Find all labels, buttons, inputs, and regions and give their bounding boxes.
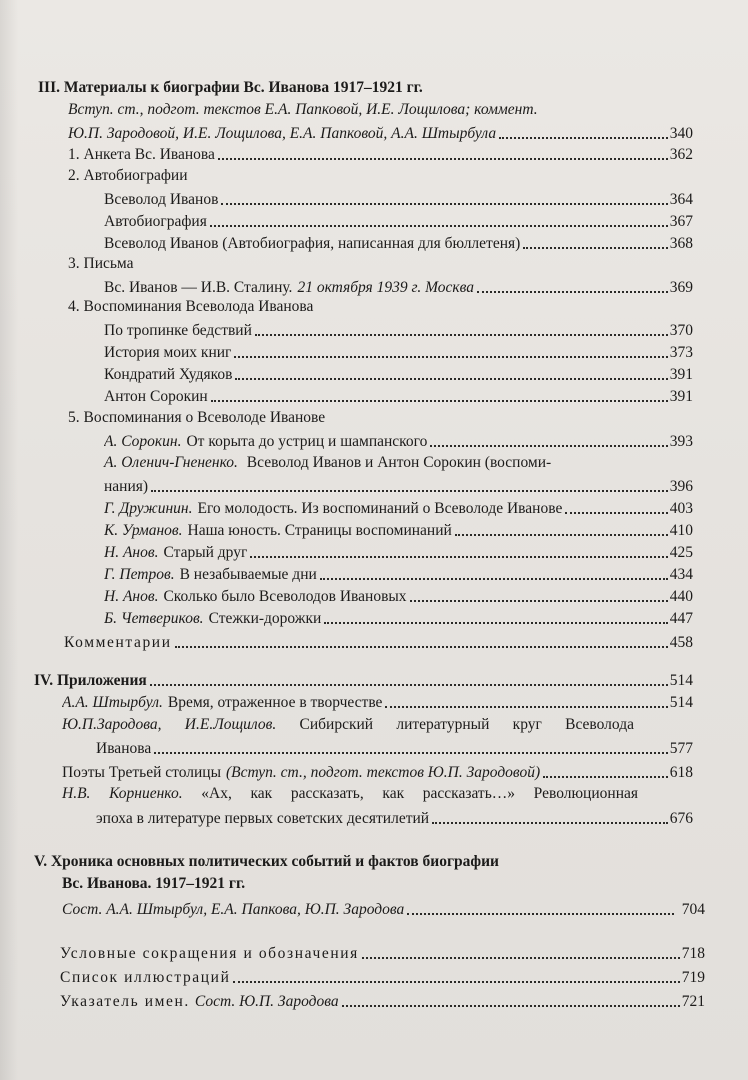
entry-title: Условные сокращения и обозначения	[60, 945, 359, 962]
page-number: 447	[669, 610, 693, 627]
dot-leader	[233, 981, 679, 983]
dot-leader	[324, 622, 667, 624]
toc-entry	[104, 363, 693, 385]
section-v-title-line2: Вс. Иванова. 1917–1921 гг.	[62, 875, 246, 892]
toc-entry	[104, 519, 693, 541]
page-number: 340	[669, 125, 693, 142]
toc-heading: 2. Автобиографии	[68, 167, 188, 184]
entry-title: В незабываемые дни	[179, 566, 317, 583]
entry-title: Автобиография	[104, 213, 207, 230]
toc-entry-line2	[96, 737, 693, 759]
entry-author: Г. Петров.	[104, 566, 175, 583]
dot-leader	[221, 203, 667, 205]
page-number: 367	[669, 213, 693, 230]
entry-title: Стежки-дорожки	[208, 610, 322, 627]
toc-entry	[60, 966, 705, 988]
entry-title-cont: эпоха в литературе первых советских десятилетий	[96, 810, 430, 827]
dot-leader	[211, 400, 668, 402]
entry-title-cont: нания)	[104, 478, 149, 495]
entry-author: К. Урманов.	[104, 522, 183, 539]
entry-title: Антон Сорокин	[104, 388, 208, 405]
page-number: 396	[669, 478, 693, 495]
entry-title: Время, отраженное в творчестве	[167, 694, 383, 711]
entry-title: Комментарии	[64, 634, 172, 651]
page-number: 719	[681, 969, 705, 986]
dot-leader	[499, 137, 668, 139]
toc-entry	[62, 898, 705, 920]
toc-entry-line1	[104, 453, 551, 475]
page-number: 721	[681, 993, 705, 1010]
toc-entry-line2	[96, 807, 693, 829]
toc-entry	[104, 585, 693, 607]
page-edge-shadow	[0, 0, 18, 1080]
dot-leader	[235, 378, 667, 380]
page-number: 391	[669, 388, 693, 405]
dot-leader	[477, 291, 668, 293]
dot-leader	[432, 822, 668, 824]
dot-leader	[250, 556, 667, 558]
dot-leader	[154, 752, 668, 754]
dot-leader	[320, 578, 668, 580]
section-iii-intro-line1: Вступ. ст., подгот. текстов Е.А. Папковой, И.Е. Лощилова; коммент.	[68, 101, 538, 118]
page-number: 425	[669, 544, 693, 561]
page-number: 370	[669, 322, 693, 339]
entry-title: «Ах, как рассказать, как рассказать…» Революционная	[201, 785, 638, 802]
entry-title: Всеволод Иванов и Антон Сорокин (воспоми-	[246, 454, 552, 471]
page-number: 577	[669, 740, 693, 757]
dot-leader	[410, 600, 668, 602]
page-number: 514	[669, 694, 693, 711]
toc-entry	[104, 319, 693, 341]
toc-entry-line1	[62, 715, 634, 737]
dot-leader	[255, 334, 668, 336]
toc-entry	[104, 385, 693, 407]
page-number: 364	[669, 191, 693, 208]
section-iv-title	[34, 669, 693, 691]
section-title: IV. Приложения	[34, 672, 147, 689]
entry-compilers: Сост. А.А. Штырбул, Е.А. Папкова, Ю.П. Зародова	[62, 901, 405, 918]
entry-title: Поэты Третьей столицы	[62, 764, 221, 781]
page-number: 704	[681, 901, 705, 918]
entry-title: Список иллюстраций	[60, 969, 231, 986]
entry-author: Н. Анов.	[104, 588, 159, 605]
toc-entry	[62, 761, 693, 783]
entry-author: Ю.П.Зародова, И.Е.Лощилов.	[62, 716, 277, 733]
toc-heading: 3. Письма	[68, 255, 134, 272]
entry-title: 1. Анкета Вс. Иванова	[68, 146, 215, 163]
page-number: 362	[669, 146, 693, 163]
entry-author: Б. Четвериков.	[104, 610, 204, 627]
page-number: 718	[681, 945, 705, 962]
toc-entry	[104, 541, 693, 563]
entry-author: Н.В. Корниенко.	[62, 785, 183, 802]
entry-title: От корыта до устриц и шампанского	[186, 433, 428, 450]
entry-note: (Вступ. ст., подгот. текстов Ю.П. Зародовой)	[225, 764, 541, 781]
entry-title: Всеволод Иванов	[104, 191, 219, 208]
entry-title: Наша юность. Страницы воспоминаний	[187, 522, 452, 539]
page-number: 434	[669, 566, 693, 583]
entry-compiler: Сост. Ю.П. Зародова	[194, 993, 339, 1010]
entry-title: По тропинке бедствий	[104, 322, 252, 339]
entry-title: Указатель имен.	[60, 993, 190, 1010]
dot-leader	[234, 356, 667, 358]
entry-title: Старый друг	[163, 544, 248, 561]
dot-leader	[523, 247, 667, 249]
page-number: 440	[669, 588, 693, 605]
entry-title: Сибирский литературный круг Всеволода	[299, 716, 634, 733]
entry-title-cont: Иванова	[96, 740, 152, 757]
toc-entry	[68, 143, 693, 165]
page-number: 410	[669, 522, 693, 539]
toc-entry	[104, 232, 693, 254]
toc-entry	[104, 276, 693, 298]
toc-entry	[104, 210, 693, 232]
toc-entry	[104, 607, 693, 629]
entry-author: Г. Дружинин.	[104, 500, 193, 517]
dot-leader	[543, 776, 668, 778]
toc-entry-comments	[64, 631, 693, 653]
page-number: 458	[669, 634, 693, 651]
dot-leader	[407, 913, 674, 915]
toc-entry	[60, 942, 705, 964]
toc-heading: 5. Воспоминания о Всеволоде Иванове	[68, 409, 326, 426]
page-number: 514	[669, 672, 693, 689]
toc-entry	[104, 563, 693, 585]
dot-leader	[151, 490, 668, 492]
entry-author: Н. Анов.	[104, 544, 159, 561]
intro-credits: Ю.П. Зародовой, И.Е. Лощилова, Е.А. Папковой, А.А. Штырбула	[68, 125, 497, 142]
page-number: 393	[669, 433, 693, 450]
toc-entry	[104, 341, 693, 363]
section-v-title-line1: V. Хроника основных политических событий и фактов биографии	[34, 853, 499, 870]
page-number: 618	[669, 764, 693, 781]
dot-leader	[385, 706, 667, 708]
dot-leader	[565, 512, 667, 514]
entry-title: Вс. Иванов — И.В. Сталину.	[104, 279, 293, 296]
dot-leader	[430, 445, 667, 447]
page-number: 373	[669, 344, 693, 361]
dot-leader	[455, 534, 668, 536]
entry-title: Сколько было Всеволодов Ивановых	[163, 588, 407, 605]
dot-leader	[175, 646, 668, 648]
section-iii-title: III. Материалы к биографии Вс. Иванова 1917–1921 гг.	[38, 79, 423, 96]
toc-entry-line1	[62, 784, 638, 806]
toc-entry-line2	[104, 475, 693, 497]
entry-title: История моих книг	[104, 344, 232, 361]
entry-title: Его молодость. Из воспоминаний о Всеволоде Иванове	[197, 500, 563, 517]
toc-heading: 4. Воспоминания Всеволода Иванова	[68, 298, 314, 315]
toc-entry	[60, 990, 705, 1012]
entry-author: А. Сорокин.	[104, 433, 182, 450]
dot-leader	[218, 158, 668, 160]
page-number: 403	[669, 500, 693, 517]
toc-entry	[62, 691, 693, 713]
dot-leader	[342, 1005, 680, 1007]
entry-author: А.А. Штырбул.	[62, 694, 163, 711]
section-iii-intro-line2	[68, 122, 693, 144]
entry-author: А. Оленич-Гнененко.	[104, 454, 238, 471]
dot-leader	[150, 684, 668, 686]
entry-title: Кондратий Худяков	[104, 366, 233, 383]
toc-entry	[104, 188, 693, 210]
page-number: 391	[669, 366, 693, 383]
page-number: 368	[669, 235, 693, 252]
toc-entry	[104, 430, 693, 452]
entry-date: 21 октября 1939 г. Москва	[297, 279, 475, 296]
page-number: 676	[669, 810, 693, 827]
page-number: 369	[669, 279, 693, 296]
entry-title: Всеволод Иванов (Автобиография, написанная для бюллетеня)	[104, 235, 521, 252]
dot-leader	[210, 225, 668, 227]
dot-leader	[362, 957, 680, 959]
toc-entry	[104, 497, 693, 519]
